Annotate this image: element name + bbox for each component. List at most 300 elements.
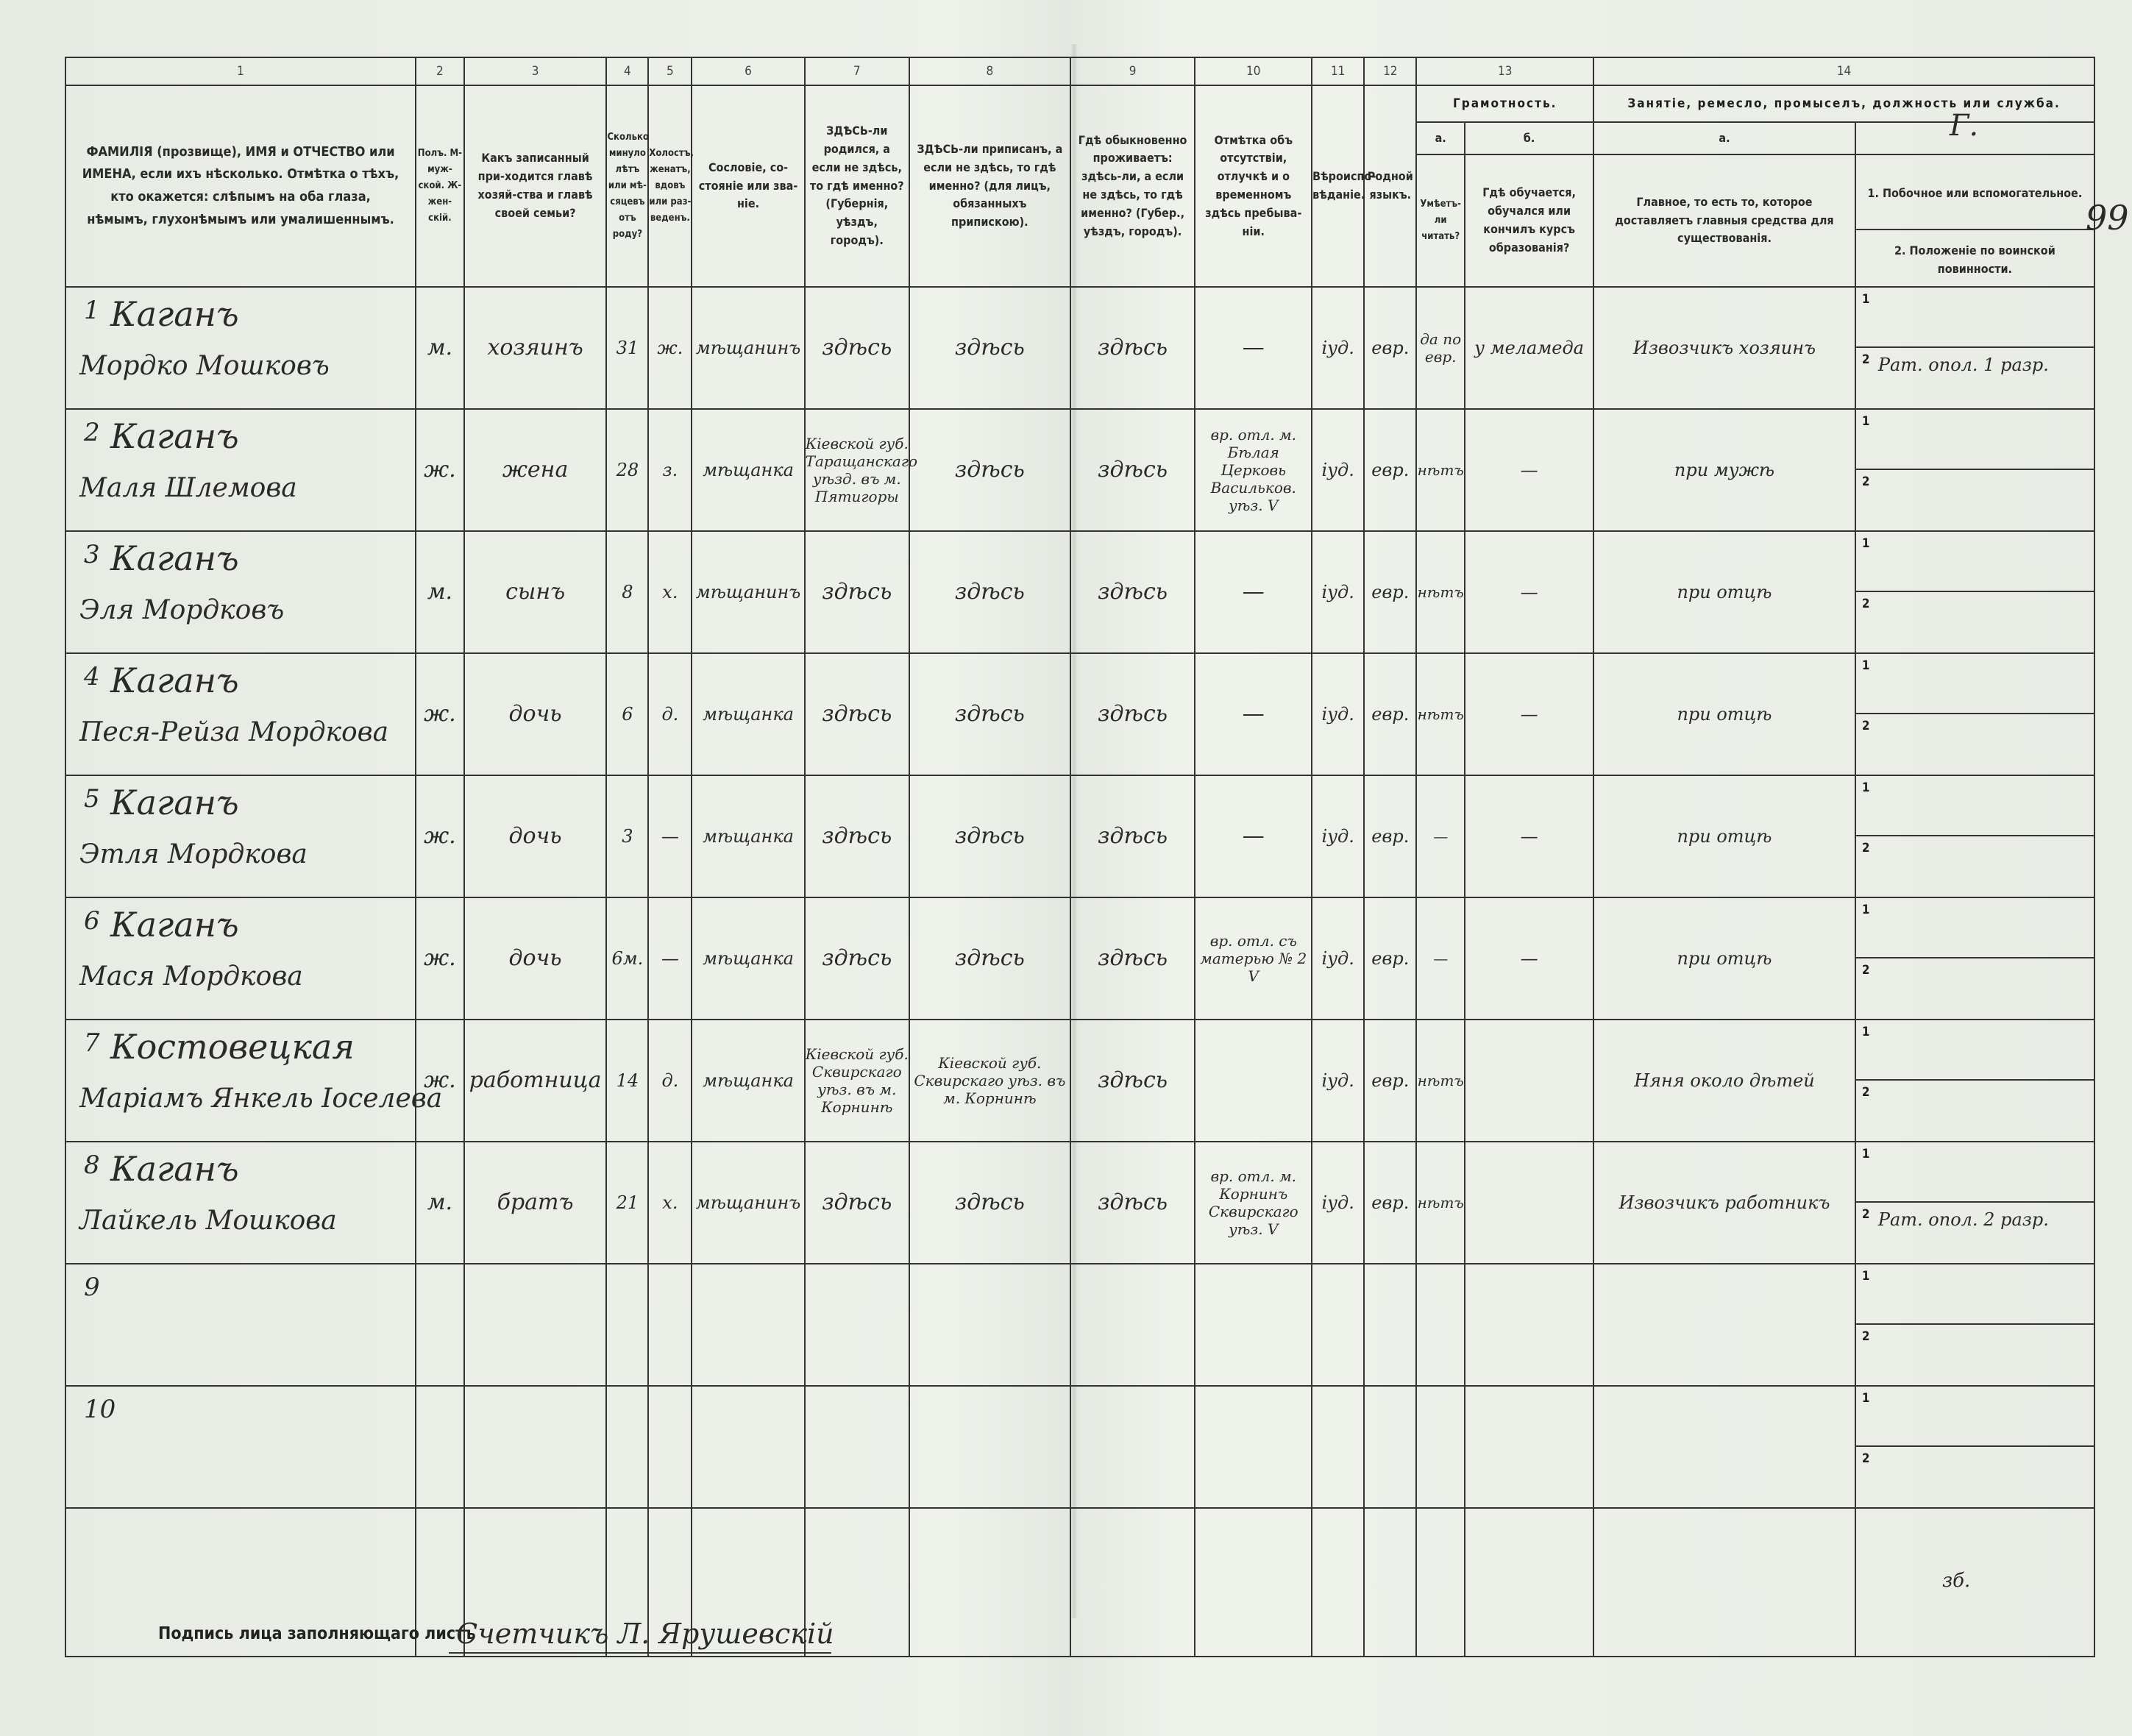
empty-cell (1416, 1508, 1465, 1657)
sex-cell-value: ж. (424, 945, 456, 971)
side-occupation-cell (1855, 1386, 2094, 1508)
sub-label-1: 1 (1861, 780, 1870, 795)
col-num: 12 (1364, 57, 1416, 85)
empty-cell (805, 1264, 909, 1386)
birthplace-cell (805, 531, 909, 653)
person-row (65, 531, 2094, 653)
religion-cell-value: іуд. (1321, 1192, 1354, 1213)
sex-cell (416, 775, 464, 897)
literate-cell-value: нѣтъ (1417, 1194, 1464, 1212)
education-cell-value: — (1520, 947, 1538, 969)
education-cell-value: — (1520, 703, 1538, 725)
registered-cell-value: здѣсь (954, 1189, 1025, 1215)
registered-cell-value: здѣсь (954, 945, 1025, 971)
marital-cell (648, 897, 692, 1020)
language-cell (1364, 287, 1416, 409)
language-cell (1364, 409, 1416, 531)
col-num: 8 (909, 57, 1070, 85)
col-num: 4 (606, 57, 648, 85)
sub-divider (1856, 1445, 2094, 1447)
sub-label-1: 1 (1861, 1147, 1870, 1162)
residence-cell (1070, 531, 1195, 653)
empty-cell (648, 1264, 692, 1386)
language-cell-value: евр. (1371, 337, 1410, 358)
sub-label-2: 2 (1861, 1451, 1870, 1466)
row-number: 6 (84, 906, 100, 936)
side-occupation-cell (1855, 775, 2094, 897)
sub-divider (1856, 346, 2094, 348)
sub-label-1: 1 (1861, 1025, 1870, 1039)
residence-cell (1070, 897, 1195, 1020)
sub-divider (1856, 835, 2094, 836)
education-cell (1465, 287, 1593, 409)
relation-cell (464, 1142, 607, 1264)
age-cell-value: 6м. (611, 947, 644, 969)
occupation-cell-value: при отцѣ (1677, 825, 1772, 847)
name-cell (65, 653, 416, 775)
estate-cell (692, 1142, 804, 1264)
absence-cell-value: вр. отл. м. Бѣлая Церковь Васильков. уѣз. V (1210, 426, 1297, 514)
empty-cell (606, 1386, 648, 1508)
language-cell (1364, 653, 1416, 775)
marital-cell (648, 775, 692, 897)
empty-cell (909, 1508, 1070, 1657)
empty-cell (1195, 1264, 1312, 1386)
relation-cell-value: хозяинъ (487, 334, 583, 360)
surname: Каганъ (110, 294, 239, 334)
religion-cell (1312, 1020, 1364, 1142)
literate-cell-value: нѣтъ (1417, 461, 1464, 479)
header-sex: Полъ. М-муж-ской. Ж-жен-скій. (416, 85, 464, 287)
empty-cell (805, 1386, 909, 1508)
sex-cell-value: м. (427, 1189, 453, 1215)
sex-cell-value: м. (427, 334, 453, 360)
person-row (65, 409, 2094, 531)
age-cell (606, 897, 648, 1020)
education-cell (1465, 653, 1593, 775)
residence-cell-value: здѣсь (1098, 1189, 1168, 1215)
residence-cell-value: здѣсь (1098, 822, 1168, 849)
header-birthplace: ЗДѢСЬ-ли родился, а если не здѣсь, то гдѣ именно? (Губернія, уѣздъ, городъ). (805, 85, 909, 287)
estate-cell (692, 897, 804, 1020)
person-row (65, 1142, 2094, 1264)
side-occupation-cell (1855, 409, 2094, 531)
education-cell-value: — (1520, 825, 1538, 847)
occupation-cell-value: Няня около дѣтей (1634, 1070, 1815, 1091)
relation-cell-value: жена (502, 456, 569, 483)
header-divider (1856, 229, 2094, 230)
row-number: 1 (84, 296, 100, 325)
empty-cell (1312, 1508, 1364, 1657)
occupation-cell-value: Извозчикъ хозяинъ (1632, 337, 1816, 358)
absence-cell-value: вр. отл. м. Корнинъ Сквирскаго уѣз. V (1208, 1167, 1298, 1238)
given-names: Этля Мордкова (79, 839, 308, 869)
sub-label-1: 1 (1861, 1391, 1870, 1406)
registered-cell-value: здѣсь (954, 334, 1025, 360)
signature-line (449, 1652, 831, 1654)
sub-label-1: 1 (1861, 292, 1870, 307)
corner-mark: Г. (1950, 109, 1979, 143)
literate-cell (1416, 1142, 1465, 1264)
religion-cell (1312, 287, 1364, 409)
estate-cell-value: мѣщанка (703, 947, 794, 969)
birthplace-cell (805, 1020, 909, 1142)
name-cell (65, 1264, 416, 1386)
education-cell-value: — (1520, 459, 1538, 480)
side-occupation-cell (1855, 531, 2094, 653)
column-number-row (65, 57, 2094, 85)
language-cell-value: евр. (1371, 1070, 1410, 1091)
residence-cell-value: здѣсь (1098, 456, 1168, 483)
empty-cell (464, 1386, 607, 1508)
empty-cell (1070, 1508, 1195, 1657)
occupation-cell (1593, 409, 1855, 531)
sex-cell (416, 287, 464, 409)
sex-cell (416, 1142, 464, 1264)
estate-cell-value: мѣщанка (703, 459, 794, 480)
name-cell (65, 775, 416, 897)
surname: Каганъ (110, 538, 239, 578)
religion-cell-value: іуд. (1321, 581, 1354, 602)
sub-label-1: 1 (1861, 658, 1870, 673)
residence-cell-value: здѣсь (1098, 700, 1168, 727)
age-cell (606, 287, 648, 409)
header-education: Гдѣ обучается, обучался или кончилъ курсъ образованія? (1465, 154, 1593, 287)
census-table (65, 57, 2095, 1657)
literate-cell (1416, 409, 1465, 531)
marital-cell (648, 409, 692, 531)
empty-cell (1364, 1508, 1416, 1657)
marital-cell-value: д. (661, 1070, 679, 1091)
age-cell (606, 1142, 648, 1264)
empty-cell (1312, 1386, 1364, 1508)
side-occupation-cell (1855, 897, 2094, 1020)
person-row (65, 897, 2094, 1020)
birthplace-cell-value: здѣсь (822, 578, 892, 605)
literate-cell-value: нѣтъ (1417, 583, 1464, 601)
residence-cell-value: здѣсь (1098, 945, 1168, 971)
birthplace-cell-value: здѣсь (822, 945, 892, 971)
literate-cell-value: да по евр. (1420, 330, 1462, 366)
birthplace-cell-value: здѣсь (822, 334, 892, 360)
row-number: 5 (84, 784, 100, 814)
marital-cell (648, 531, 692, 653)
relation-cell (464, 1020, 607, 1142)
row-number: 9 (84, 1273, 100, 1302)
absence-cell-value: — (1242, 334, 1265, 360)
residence-cell-value: здѣсь (1098, 334, 1168, 360)
registered-cell-value: здѣсь (954, 578, 1025, 605)
age-cell-value: 6 (622, 703, 633, 725)
language-cell-value: евр. (1371, 1192, 1410, 1213)
side-occupation-cell (1855, 1264, 2094, 1386)
header-age: Сколько минуло лѣтъ или мѣ-сяцевъ отъ роду? (606, 85, 648, 287)
registered-cell (909, 1142, 1070, 1264)
sex-cell (416, 653, 464, 775)
absence-cell (1195, 653, 1312, 775)
sub-divider (1856, 1079, 2094, 1081)
header-estate: Сословіе, со-стояніе или зва-ніе. (692, 85, 804, 287)
literate-cell (1416, 653, 1465, 775)
empty-cell (1465, 1264, 1593, 1386)
birthplace-cell-value: Кіевской губ. Таращанскаго уѣзд. въ м. Пятигоры (805, 435, 917, 505)
person-rows (65, 287, 2094, 1657)
literate-cell-value: — (1433, 950, 1449, 967)
occupation-cell (1593, 775, 1855, 897)
language-cell (1364, 531, 1416, 653)
margin-number: 99 (2086, 198, 2129, 238)
estate-cell-value: мѣщанинъ (695, 581, 801, 602)
sub-label-2: 2 (1861, 1085, 1870, 1100)
empty-cell (1195, 1386, 1312, 1508)
occupation-cell-value: при отцѣ (1677, 581, 1772, 602)
absence-cell (1195, 531, 1312, 653)
header-row-1 (65, 85, 2094, 122)
relation-cell-value: сынъ (505, 578, 566, 605)
empty-cell (1416, 1386, 1465, 1508)
person-row (65, 1020, 2094, 1142)
empty-cell (1312, 1264, 1364, 1386)
relation-cell-value: работница (469, 1067, 602, 1093)
literate-cell (1416, 775, 1465, 897)
absence-cell-value: вр. отл. съ матерью № 2 V (1200, 932, 1307, 985)
person-row (65, 653, 2094, 775)
empty-cell (1416, 1264, 1465, 1386)
age-cell-value: 3 (622, 825, 633, 847)
header-occupation-a-letter: а. (1593, 122, 1855, 154)
religion-cell-value: іуд. (1321, 703, 1354, 725)
given-names: Мордко Мошковъ (79, 351, 330, 381)
estate-cell-value: мѣщанка (703, 825, 794, 847)
given-names: Лайкель Мошкова (79, 1206, 337, 1236)
corner-note: зб. (1942, 1570, 1971, 1592)
residence-cell (1070, 1020, 1195, 1142)
empty-cell (1465, 1386, 1593, 1508)
absence-cell (1195, 775, 1312, 897)
marital-cell-value: ж. (657, 337, 683, 358)
language-cell (1364, 897, 1416, 1020)
header-can-read: Умѣетъ-ли читать? (1416, 154, 1465, 287)
header-side-occupation (1855, 154, 2094, 287)
col-num: 7 (805, 57, 909, 85)
empty-cell (464, 1264, 607, 1386)
marital-cell-value: — (661, 947, 679, 969)
residence-cell-value: здѣсь (1098, 1067, 1168, 1093)
birthplace-cell (805, 287, 909, 409)
empty-cell (909, 1386, 1070, 1508)
estate-cell (692, 287, 804, 409)
religion-cell (1312, 531, 1364, 653)
birthplace-cell-value: Кіевской губ. Сквирскаго уѣз. въ м. Корнинѣ (805, 1045, 909, 1116)
sub-label-2: 2 (1861, 474, 1870, 489)
military-status: Рат. опол. 2 разр. (1877, 1209, 2049, 1230)
marital-cell (648, 653, 692, 775)
occupation-cell-value: Извозчикъ работникъ (1618, 1192, 1830, 1213)
signature-label: Подпись лица заполняющаго листъ (158, 1624, 476, 1643)
header-language: Родной языкъ. (1364, 85, 1416, 287)
language-cell-value: евр. (1371, 581, 1410, 602)
given-names: Маля Шлемова (79, 473, 297, 503)
birthplace-cell (805, 409, 917, 531)
absence-cell-value: — (1242, 700, 1265, 727)
col-num: 3 (464, 57, 607, 85)
empty-cell (1593, 1264, 1855, 1386)
row-number: 10 (84, 1395, 116, 1424)
birthplace-cell-value: здѣсь (822, 700, 892, 727)
religion-cell-value: іуд. (1321, 459, 1354, 480)
row-number: 8 (84, 1150, 100, 1180)
sex-cell (416, 1020, 464, 1142)
estate-cell (692, 775, 804, 897)
occupation-cell (1593, 1142, 1855, 1264)
age-cell-value: 8 (622, 581, 633, 602)
sub-label-2: 2 (1861, 352, 1870, 367)
surname: Каганъ (110, 783, 239, 822)
literate-cell-value: нѣтъ (1417, 1072, 1464, 1089)
age-cell-value: 21 (616, 1192, 639, 1213)
occupation-cell (1593, 1020, 1855, 1142)
education-cell (1465, 531, 1593, 653)
blank-row (65, 1386, 2094, 1508)
given-names: Песя-Рейза Мордкова (79, 717, 389, 747)
language-cell-value: евр. (1371, 459, 1410, 480)
empty-cell (1070, 1264, 1195, 1386)
military-status: Рат. опол. 1 разр. (1877, 355, 2049, 375)
empty-cell (1855, 1508, 2094, 1657)
residence-cell (1070, 409, 1195, 531)
side-occupation-cell (1855, 287, 2094, 409)
empty-cell (1465, 1508, 1593, 1657)
header-registered: ЗДѢСЬ-ли приписанъ, а если не здѣсь, то гдѣ именно? (для лицъ, обязанныхъ припискою). (909, 85, 1070, 287)
estate-cell-value: мѣщанка (703, 1070, 794, 1091)
marital-cell-value: — (661, 825, 679, 847)
registered-cell (909, 1020, 1070, 1142)
signature: Счетчикъ Л. Ярушевскій (456, 1618, 834, 1650)
col-num: 11 (1312, 57, 1364, 85)
empty-cell (1364, 1264, 1416, 1386)
header-religion: Вѣроиспо-вѣданіе. (1312, 85, 1364, 287)
religion-cell-value: іуд. (1321, 947, 1354, 969)
estate-cell (692, 1020, 804, 1142)
age-cell-value: 31 (616, 337, 639, 358)
col-num: 13 (1416, 57, 1593, 85)
relation-cell (464, 653, 607, 775)
sub-label-2: 2 (1861, 719, 1870, 733)
sub-divider (1856, 1323, 2094, 1325)
col-num: 10 (1195, 57, 1312, 85)
education-cell (1465, 409, 1593, 531)
empty-cell (692, 1264, 804, 1386)
relation-cell (464, 409, 607, 531)
given-names: Маріамъ Янкель Іоселева (79, 1084, 443, 1114)
education-cell-value: — (1520, 581, 1538, 602)
sub-label-2: 2 (1861, 597, 1870, 611)
age-cell (606, 409, 648, 531)
sub-divider (1856, 957, 2094, 958)
sub-label-2: 2 (1861, 841, 1870, 855)
marital-cell-value: д. (661, 703, 679, 725)
language-cell (1364, 1142, 1416, 1264)
education-cell (1465, 897, 1593, 1020)
registered-cell (909, 775, 1070, 897)
occupation-cell (1593, 287, 1855, 409)
empty-cell (606, 1264, 648, 1386)
age-cell (606, 531, 648, 653)
row-number: 2 (84, 418, 100, 447)
language-cell (1364, 1020, 1416, 1142)
absence-cell (1195, 1020, 1312, 1142)
col-num: 5 (648, 57, 692, 85)
side-occupation-cell (1855, 653, 2094, 775)
sub-divider (1856, 713, 2094, 714)
sub-label-2: 2 (1861, 1207, 1870, 1222)
marital-cell-value: х. (662, 1192, 678, 1213)
given-names: Эля Мордковъ (79, 595, 285, 625)
registered-cell-value: здѣсь (954, 456, 1025, 483)
literate-cell (1416, 531, 1465, 653)
side-occupation-cell (1855, 1142, 2094, 1264)
estate-cell (692, 531, 804, 653)
header-main-occupation: Главное, то есть то, которое доставляетъ главныя средства для существованія. (1593, 154, 1855, 287)
language-cell-value: евр. (1371, 947, 1410, 969)
sub-divider (1856, 469, 2094, 470)
sex-cell (416, 531, 464, 653)
header-literacy-b-letter: б. (1465, 122, 1593, 154)
sex-cell-value: ж. (424, 822, 456, 849)
religion-cell-value: іуд. (1321, 825, 1354, 847)
col-num: 6 (692, 57, 804, 85)
estate-cell-value: мѣщанинъ (695, 337, 801, 358)
name-cell (65, 1020, 443, 1142)
absence-cell (1195, 409, 1312, 531)
empty-cell (648, 1386, 692, 1508)
sub-label-1: 1 (1861, 414, 1870, 429)
sub-label-1: 1 (1861, 903, 1870, 917)
registered-cell (909, 409, 1070, 531)
registered-cell-value: Кіевской губ. Сквирскаго уѣз. въ м. Корнинѣ (914, 1054, 1066, 1107)
age-cell-value: 28 (616, 459, 639, 480)
empty-cell (416, 1264, 464, 1386)
sub-label-2: 2 (1861, 963, 1870, 978)
empty-cell (692, 1386, 804, 1508)
header-side-2: 2. Положеніе по воинской повинности. (1894, 243, 2055, 276)
row-number: 3 (84, 540, 100, 569)
birthplace-cell-value: здѣсь (822, 822, 892, 849)
person-row (65, 287, 2094, 409)
education-cell-value: у меламеда (1474, 337, 1584, 358)
age-cell-value: 14 (616, 1070, 639, 1091)
relation-cell (464, 775, 607, 897)
given-names: Мася Мордкова (79, 961, 303, 992)
sub-divider (1856, 1201, 2094, 1203)
absence-cell-value: — (1242, 822, 1265, 849)
sub-label-1: 1 (1861, 1269, 1870, 1284)
surname: Каганъ (110, 416, 239, 456)
birthplace-cell (805, 1142, 909, 1264)
absence-cell (1195, 897, 1312, 1020)
age-cell (606, 653, 648, 775)
language-cell (1364, 775, 1416, 897)
surname: Каганъ (110, 661, 239, 700)
education-cell (1465, 775, 1593, 897)
literate-cell (1416, 897, 1465, 1020)
col-num: 14 (1593, 57, 2094, 85)
education-cell (1465, 1142, 1593, 1264)
age-cell (606, 775, 648, 897)
absence-cell-value: — (1242, 578, 1265, 605)
estate-cell-value: мѣщанинъ (695, 1192, 801, 1213)
age-cell (606, 1020, 648, 1142)
